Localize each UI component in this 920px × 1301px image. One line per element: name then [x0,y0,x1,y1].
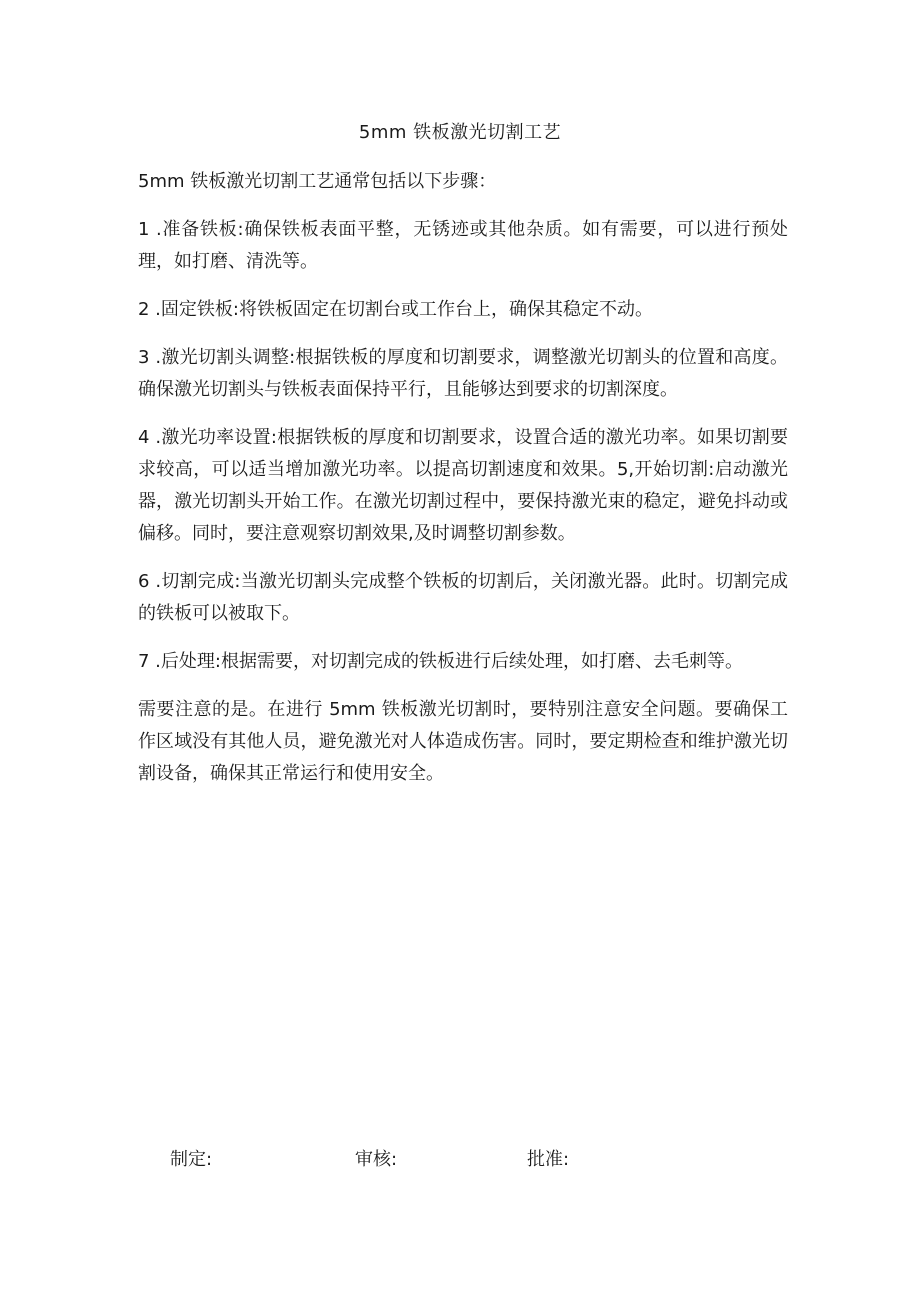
approved-by-label: 批准: [527,1149,570,1170]
step-1-paragraph: 1 .准备铁板:确保铁板表面平整，无锈迹或其他杂质。如有需要，可以进行预处理，如打磨、清洗等。 [138,219,788,272]
document-body [138,166,788,806]
prepared-by-label: 制定: [170,1149,213,1170]
step-4-5-paragraph: 4 .激光功率设置:根据铁板的厚度和切割要求，设置合适的激光功率。如果切割要求较高，可以适当增加激光功率。以提高切割速度和效果。5,开始切割:启动激光器，激光切割头开始工作。在激光切割过程中，要保持激光束的稳定，避免抖动或偏移。同时，要注意观察切割效果,及时调整切割参数。 [138,427,788,544]
step-2-paragraph: 2 .固定铁板:将铁板固定在切割台或工作台上，确保其稳定不动。 [138,299,653,320]
reviewed-by-label: 审核: [355,1149,398,1170]
step-6-paragraph: 6 .切割完成:当激光切割头完成整个铁板的切割后，关闭激光器。此时。切割完成的铁板可以被取下。 [138,571,788,624]
step-3-paragraph: 3 .激光切割头调整:根据铁板的厚度和切割要求，调整激光切割头的位置和高度。确保激光切割头与铁板表面保持平行，且能够达到要求的切割深度。 [138,347,788,400]
safety-note-paragraph: 需要注意的是。在进行 5mm 铁板激光切割时，要特别注意安全问题。要确保工作区域没有其他人员，避免激光对人体造成伤害。同时，要定期检查和维护激光切割设备，确保其正常运行和使用安全。 [138,699,788,784]
step-7-paragraph: 7 .后处理:根据需要，对切割完成的铁板进行后续处理，如打磨、去毛刺等。 [138,651,743,672]
document-title: 5mm 铁板激光切割工艺 [358,122,562,143]
intro-paragraph: 5mm 铁板激光切割工艺通常包括以下步骤： [138,171,497,192]
signature-row [0,1145,920,1175]
